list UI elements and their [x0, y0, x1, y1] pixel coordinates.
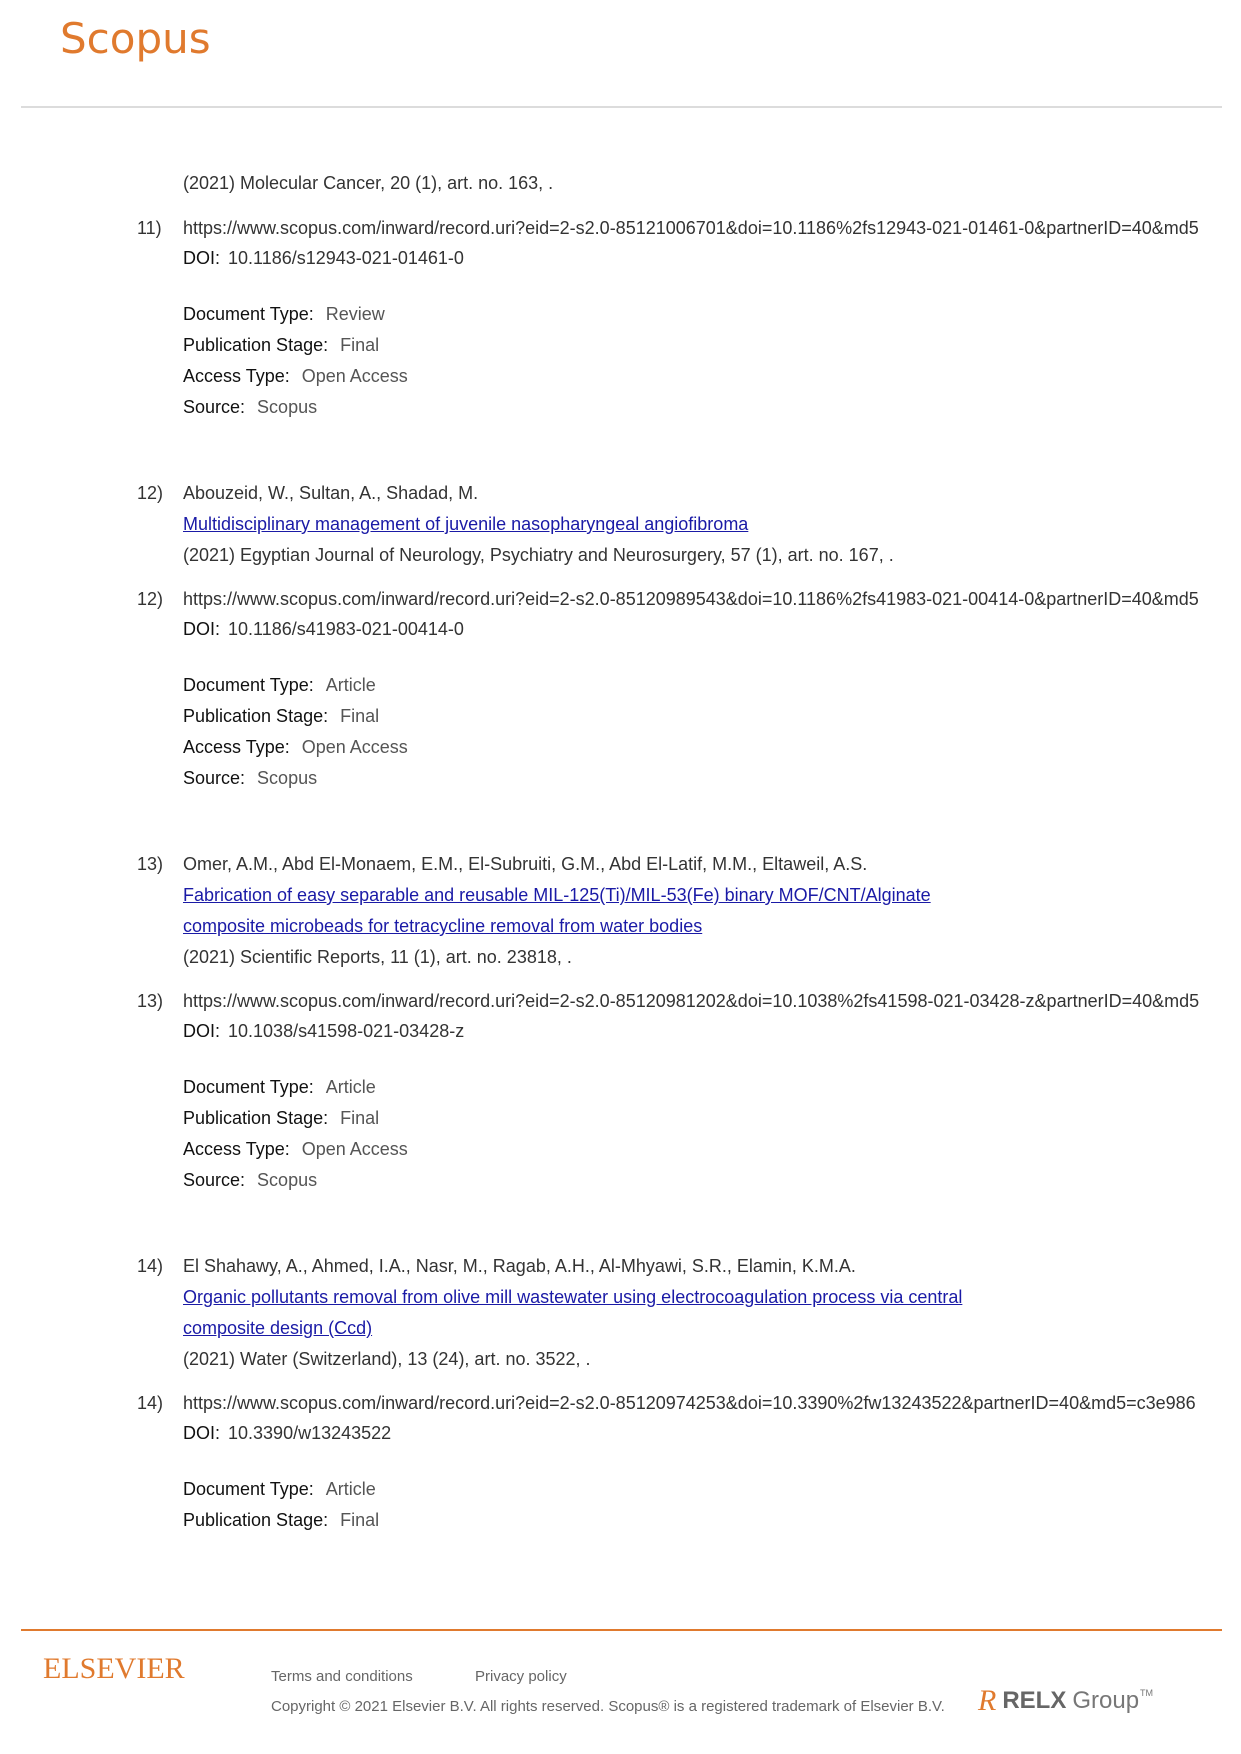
record-authors: El Shahawy, A., Ahmed, I.A., Nasr, M., Ragab, A.H., Al-Mhyawi, S.R., Elamin, K.M.A. [183, 1256, 856, 1276]
record-source: (2021) Egyptian Journal of Neurology, Psychiatry and Neurosurgery, 57 (1), art. no. 167, . [183, 545, 894, 565]
doi-value: 10.1186/s41983-021-00414-0 [228, 619, 464, 639]
field-access-type: Access Type: Open Access [183, 366, 408, 386]
doi-value: 10.3390/w13243522 [228, 1423, 392, 1443]
header-divider [21, 106, 1222, 108]
field-publication-stage: Publication Stage: Final [183, 1108, 380, 1128]
record-authors: Omer, A.M., Abd El-Monaem, E.M., El-Subruiti, G.M., Abd El-Latif, M.M., Eltaweil, A.S. [183, 854, 868, 874]
doi-label: DOI: [183, 248, 221, 268]
record-title-link[interactable]: composite microbeads for tetracycline removal from water bodies [183, 916, 703, 936]
relx-group-logo [978, 1686, 1153, 1716]
doi-value: 10.1186/s12943-021-01461-0 [228, 248, 464, 268]
relx-group-text: Group [1072, 1687, 1140, 1714]
record-doi [183, 618, 464, 640]
field-document-type: Document Type: Article [183, 675, 376, 695]
field-access-type: Access Type: Open Access [183, 737, 408, 757]
copyright-text: Copyright © 2021 Elsevier B.V. All rights reserved. Scopus® is a registered trademark of Elsevier B.V. [271, 1698, 945, 1715]
record-source: (2021) Water (Switzerland), 13 (24), art. no. 3522, . [183, 1349, 591, 1369]
record-source: (2021) Molecular Cancer, 20 (1), art. no. 163, . [183, 173, 554, 193]
record-number: 13) [137, 991, 164, 1011]
relx-mark-icon: R [978, 1684, 997, 1717]
record-number: 11) [137, 218, 162, 238]
record-authors: Abouzeid, W., Sultan, A., Shadad, M. [183, 483, 479, 503]
privacy-policy-link[interactable]: Privacy policy [475, 1668, 567, 1685]
doi-value: 10.1038/s41598-021-03428-z [228, 1021, 465, 1041]
record-doi [183, 1020, 464, 1042]
record-title-link[interactable]: Fabrication of easy separable and reusable MIL-125(Ti)/MIL-53(Fe) binary MOF/CNT/Alginate [183, 885, 931, 905]
record-doi [183, 1422, 391, 1444]
field-document-type: Document Type: Article [183, 1077, 376, 1097]
scopus-logo: Scopus [60, 14, 211, 63]
doi-label: DOI: [183, 1423, 221, 1443]
record-number: 13) [137, 854, 164, 874]
field-source: Source: Scopus [183, 1170, 318, 1190]
record-url[interactable]: https://www.scopus.com/inward/record.uri?eid=2-s2.0-85120981202&doi=10.1038%2fs41598-021-03428-z&partnerID=40&md5 [183, 991, 1200, 1011]
doi-label: DOI: [183, 619, 221, 639]
record-url[interactable]: https://www.scopus.com/inward/record.uri?eid=2-s2.0-85120989543&doi=10.1186%2fs41983-021-00414-0&partnerID=40&md5 [183, 589, 1199, 609]
record-doi [183, 247, 464, 269]
trademark-symbol: TM [1140, 1688, 1154, 1698]
record-number: 12) [137, 589, 164, 609]
elsevier-logo: ELSEVIER [43, 1652, 185, 1685]
relx-wordmark: RELX [1002, 1687, 1067, 1714]
footer-divider [21, 1629, 1222, 1631]
record-number: 14) [137, 1256, 164, 1276]
record-title-link[interactable]: composite design (Ccd) [183, 1318, 373, 1338]
doi-label: DOI: [183, 1021, 221, 1041]
field-publication-stage: Publication Stage: Final [183, 335, 380, 355]
record-url[interactable]: https://www.scopus.com/inward/record.uri?eid=2-s2.0-85120974253&doi=10.3390%2fw13243522&partnerID=40&md5=c3e986 [183, 1393, 1196, 1413]
field-publication-stage: Publication Stage: Final [183, 706, 380, 726]
record-source: (2021) Scientific Reports, 11 (1), art. no. 23818, . [183, 947, 572, 967]
field-document-type: Document Type: Article [183, 1479, 376, 1499]
page-header [0, 0, 1241, 110]
record-title-link[interactable]: Multidisciplinary management of juvenile nasopharyngeal angiofibroma [183, 514, 749, 534]
field-publication-stage: Publication Stage: Final [183, 1510, 380, 1530]
record-number: 12) [137, 483, 164, 503]
record-number: 14) [137, 1393, 164, 1413]
field-document-type: Document Type: Review [183, 304, 385, 324]
record-title-link[interactable]: Organic pollutants removal from olive mill wastewater using electrocoagulation process via central [183, 1287, 963, 1307]
field-source: Source: Scopus [183, 397, 318, 417]
terms-and-conditions-link[interactable]: Terms and conditions [271, 1668, 413, 1685]
field-source: Source: Scopus [183, 768, 318, 788]
record-url[interactable]: https://www.scopus.com/inward/record.uri?eid=2-s2.0-85121006701&doi=10.1186%2fs12943-021-01461-0&partnerID=40&md5 [183, 218, 1199, 238]
field-access-type: Access Type: Open Access [183, 1139, 408, 1159]
